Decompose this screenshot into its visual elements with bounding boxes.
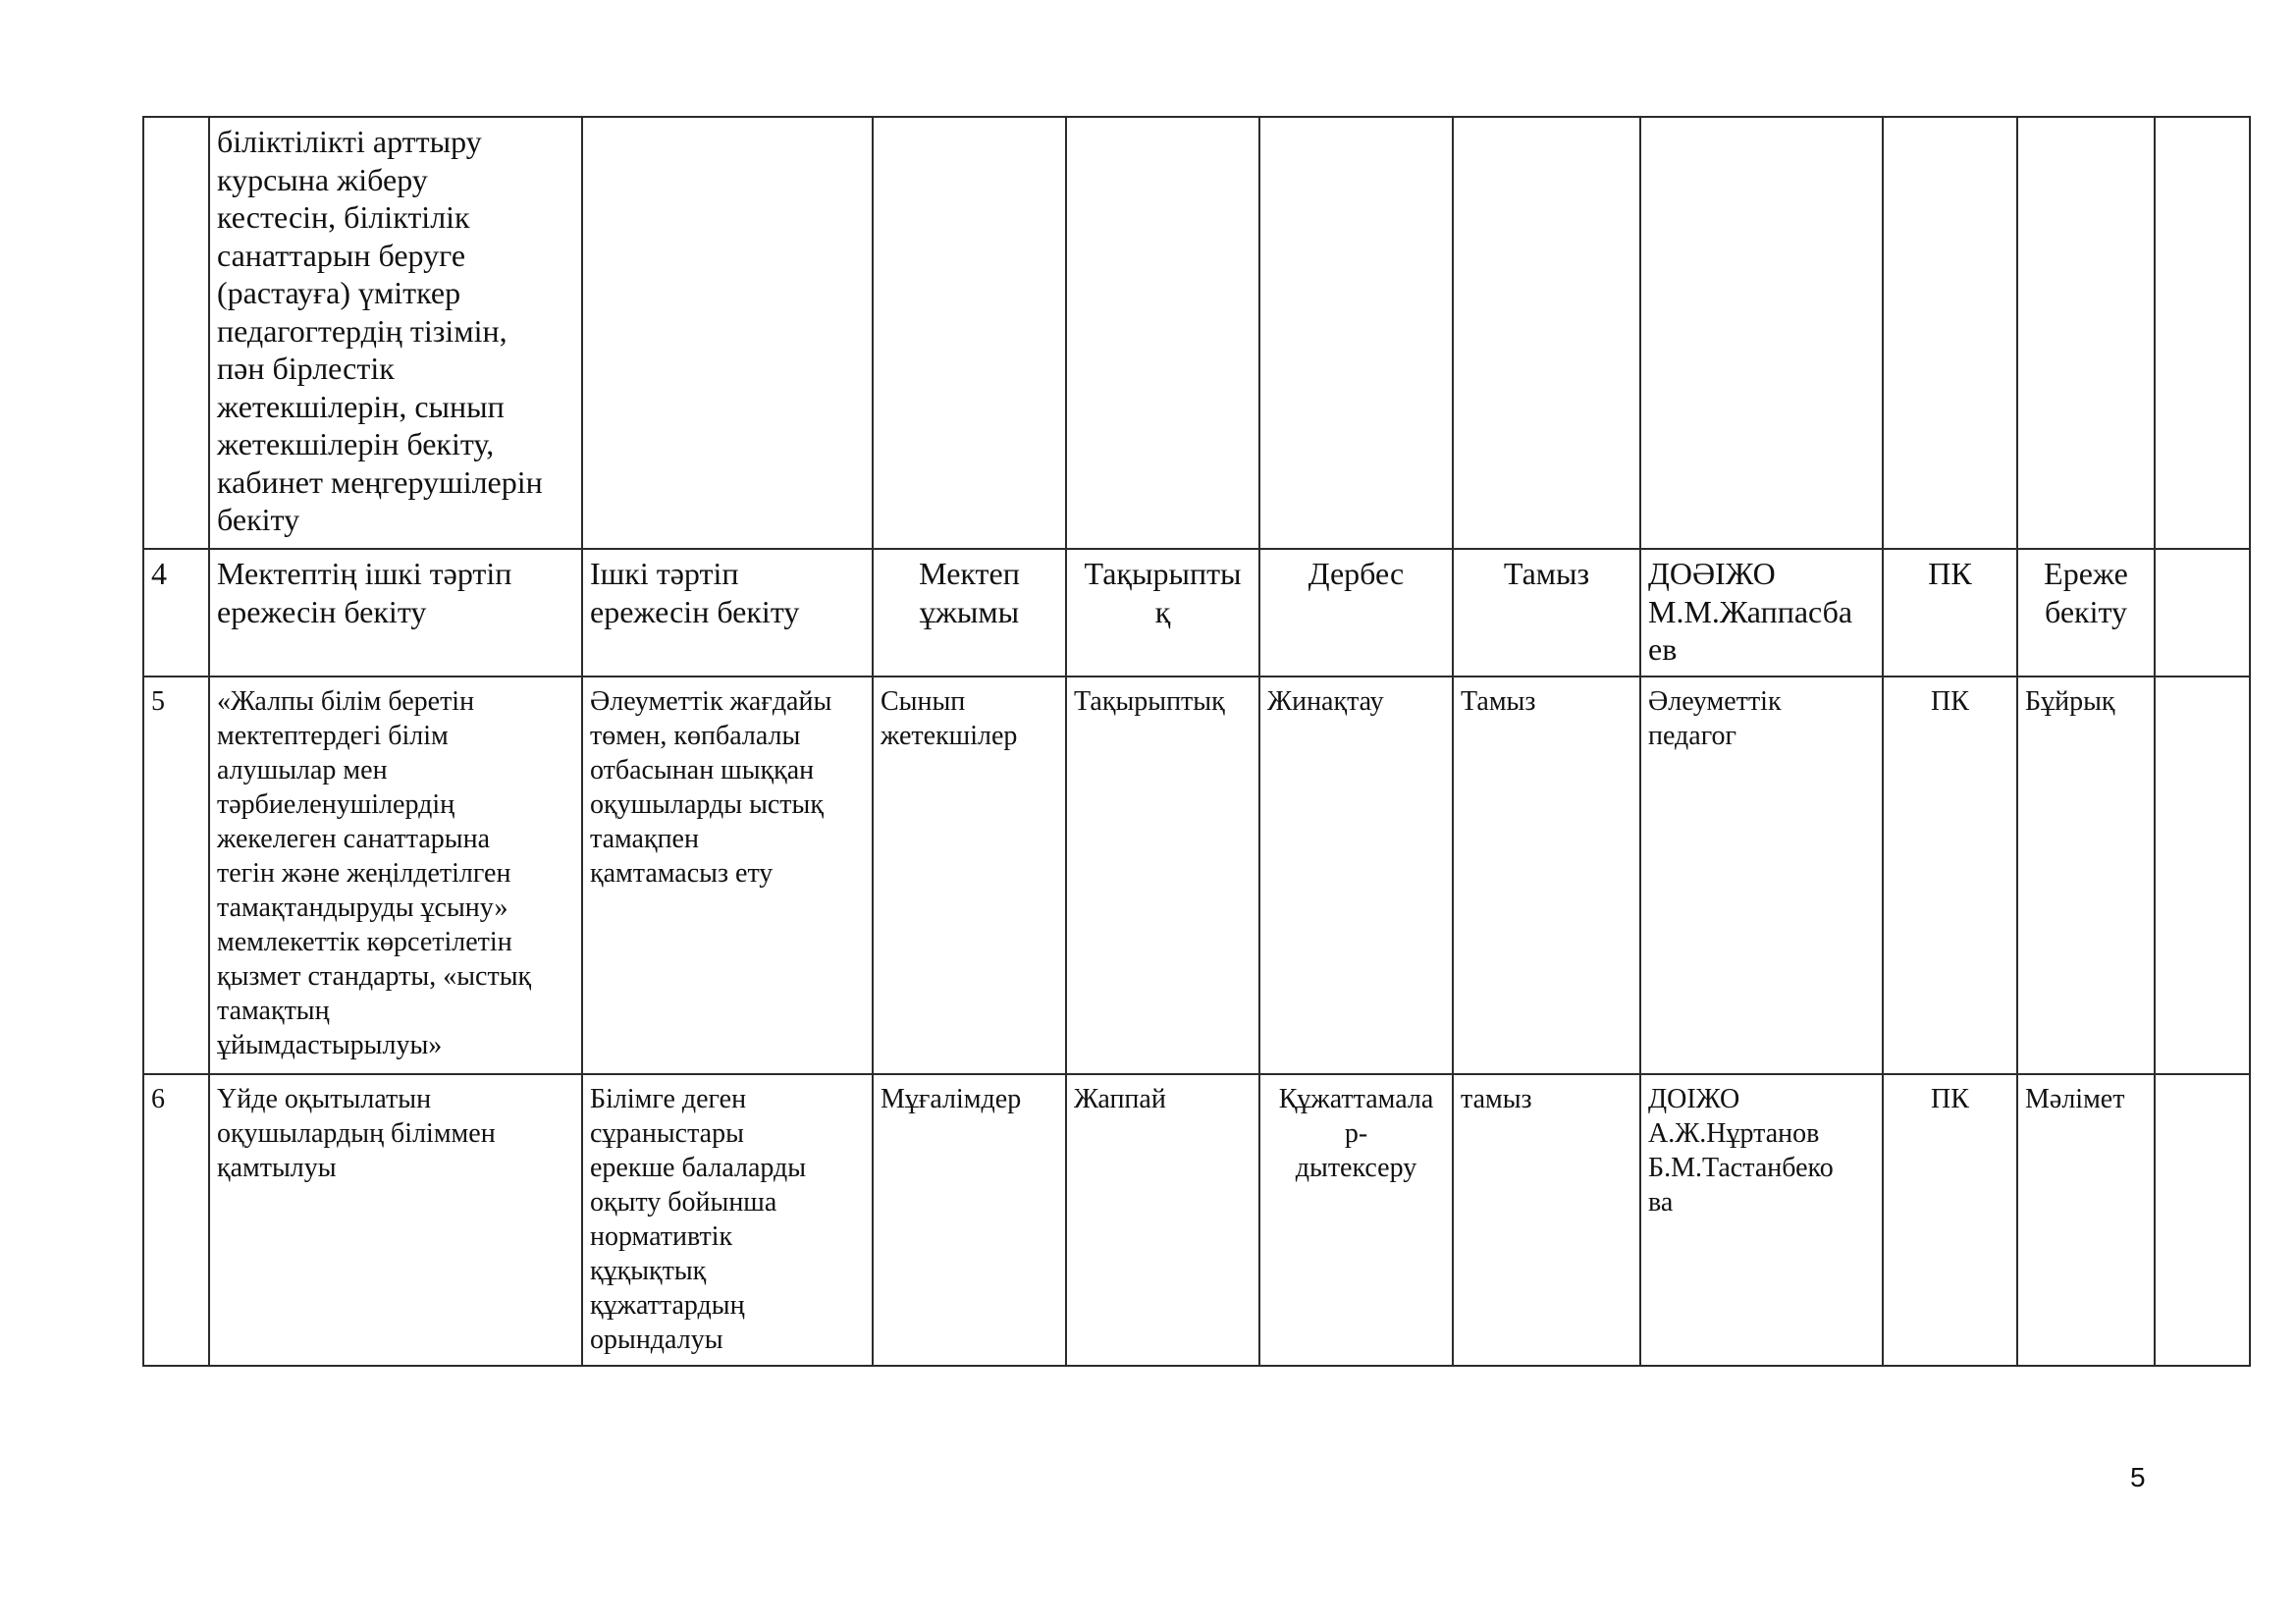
goal-text-line: ережесін бекіту	[590, 593, 800, 629]
responsible-text-line: М.М.Жаппасба	[1648, 593, 1853, 629]
event-text-line: мемлекеттік көрсетілетін	[217, 927, 512, 957]
goal-text-line: ерекше балаларды	[590, 1153, 807, 1183]
event-text-line: кестесін, біліктілік	[217, 199, 470, 235]
result-text-line: бекіту	[2044, 593, 2128, 629]
venue-text-line: ПК	[1931, 1084, 1969, 1114]
cell-event	[217, 1082, 574, 1185]
goal-text-line: оқушыларды ыстық	[590, 789, 824, 820]
cell-responsible	[1648, 555, 1875, 669]
cell-row-number	[151, 555, 201, 593]
table-column-border	[1639, 116, 1641, 1367]
cell-object	[881, 555, 1058, 630]
date-text-line: Тамыз	[1503, 556, 1590, 591]
cell-control-method	[1267, 1082, 1445, 1185]
responsible-text-line: педагог	[1648, 721, 1736, 751]
cell-control-type	[1074, 1082, 1252, 1116]
row-number-text: 5	[151, 686, 165, 717]
responsible-text-line: А.Ж.Нұртанов	[1648, 1118, 1820, 1149]
table-row-border	[142, 116, 2251, 118]
table-column-border	[2249, 116, 2251, 1367]
table-column-border	[2154, 116, 2156, 1367]
table-column-border	[208, 116, 210, 1367]
goal-text-line: Білімге деген	[590, 1084, 747, 1114]
venue-text-line: ПК	[1928, 556, 1972, 591]
table-column-border	[1065, 116, 1067, 1367]
goal-text-line: оқыту бойынша	[590, 1187, 777, 1218]
table-column-border	[142, 116, 144, 1367]
page-number: 5	[2130, 1462, 2146, 1492]
responsible-text-line: ДОӘІЖО	[1648, 556, 1776, 591]
event-text-line: тәрбиеленушілердің	[217, 789, 455, 820]
table-column-border	[1258, 116, 1260, 1367]
date-text-line: тамыз	[1461, 1084, 1532, 1114]
event-text-line: жетекшілерін бекіту,	[217, 426, 495, 461]
goal-text-line: орындалуы	[590, 1325, 723, 1355]
responsible-text-line: Б.М.Тастанбеко	[1648, 1153, 1834, 1183]
event-text-line: пән бірлестік	[217, 351, 395, 386]
cell-responsible	[1648, 1082, 1875, 1219]
control-method-text-line: Жинақтау	[1267, 686, 1384, 717]
event-text-line: тамақтандыруды ұсыну»	[217, 893, 508, 923]
cell-result	[2025, 555, 2147, 630]
event-text-line: алушылар мен	[217, 755, 388, 785]
goal-text-line: төмен, көпбалалы	[590, 721, 801, 751]
cell-row-number	[151, 1082, 201, 1116]
goal-text-line: отбасынан шыққан	[590, 755, 815, 785]
cell-control-type	[1074, 684, 1252, 719]
control-type-text-line: Тақырыптық	[1074, 686, 1225, 717]
event-text-line: «Жалпы білім беретін	[217, 686, 475, 717]
event-text-line: жетекшілерін, сынып	[217, 388, 505, 424]
event-text-line: қамтылуы	[217, 1153, 337, 1183]
event-text-line: тамақтың	[217, 996, 330, 1026]
object-text-line: Мектеп	[919, 556, 1020, 591]
venue-text-line: ПК	[1931, 686, 1969, 717]
event-text-line: жекелеген санаттарына	[217, 824, 491, 854]
goal-text-line: Әлеуметтік жағдайы	[590, 686, 832, 717]
responsible-text-line: ва	[1648, 1187, 1674, 1218]
cell-row-number	[151, 684, 201, 719]
event-text-line: Үйде оқытылатын	[217, 1084, 432, 1114]
control-method-text-line: Құжаттамала	[1278, 1084, 1434, 1114]
event-text-line: ережесін бекіту	[217, 593, 427, 629]
table-column-border	[581, 116, 583, 1367]
cell-goal	[590, 684, 865, 891]
control-method-text-line: р-	[1344, 1118, 1368, 1149]
cell-venue	[1891, 555, 2009, 593]
table-row-border	[142, 676, 2251, 677]
responsible-text-line: ДОІЖО	[1648, 1084, 1740, 1114]
table-row-border	[142, 1365, 2251, 1367]
cell-date	[1461, 1082, 1632, 1116]
event-text-line: оқушылардың біліммен	[217, 1118, 496, 1149]
cell-event	[217, 555, 574, 630]
object-text-line: ұжымы	[919, 593, 1020, 629]
row-number-text: 6	[151, 1084, 165, 1114]
event-text-line: санаттарын беруге	[217, 237, 466, 273]
cell-date	[1461, 555, 1632, 593]
object-text-line: жетекшілер	[881, 721, 1018, 751]
responsible-text-line: Әлеуметтік	[1648, 686, 1782, 717]
event-text-line: кабинет меңгерушілерін	[217, 463, 543, 500]
control-method-text-line: Дербес	[1308, 556, 1405, 591]
object-text-line: Мұғалімдер	[881, 1084, 1022, 1114]
goal-text-line: қамтамасыз ету	[590, 858, 774, 889]
cell-venue	[1891, 684, 2009, 719]
cell-date	[1461, 684, 1632, 719]
cell-event	[217, 684, 574, 1062]
cell-control-method	[1267, 555, 1445, 593]
result-text-line: Мәлімет	[2025, 1084, 2125, 1114]
responsible-text-line: ев	[1648, 631, 1678, 667]
result-text-line: Бұйрық	[2025, 686, 2115, 717]
cell-object	[881, 1082, 1058, 1116]
cell-venue	[1891, 1082, 2009, 1116]
event-text-line: қызмет стандарты, «ыстық	[217, 961, 532, 992]
event-text-line: тегін және жеңілдетілген	[217, 858, 511, 889]
table-column-border	[872, 116, 874, 1367]
table-column-border	[2016, 116, 2018, 1367]
event-text-line: мектептердегі білім	[217, 721, 449, 751]
cell-result	[2025, 1082, 2147, 1116]
event-text-line: бекіту	[217, 502, 300, 537]
cell-goal	[590, 1082, 865, 1357]
cell-event	[217, 123, 574, 539]
event-text-line: (растауға) үміткер	[217, 275, 461, 310]
event-text-line: курсына жіберу	[217, 161, 428, 197]
table-column-border	[1882, 116, 1884, 1367]
cell-object	[881, 684, 1058, 753]
cell-goal	[590, 555, 865, 630]
cell-control-method	[1267, 684, 1445, 719]
goal-text-line: тамақпен	[590, 824, 699, 854]
goal-text-line: құқықтық	[590, 1256, 707, 1286]
date-text-line: Тамыз	[1461, 686, 1536, 717]
table-row-border	[142, 548, 2251, 550]
table-row-border	[142, 1073, 2251, 1075]
event-text-line: педагогтердің тізімін,	[217, 312, 507, 349]
row-number-text: 4	[151, 556, 167, 591]
goal-text-line: Ішкі тәртіп	[590, 556, 739, 591]
cell-result	[2025, 684, 2147, 719]
goal-text-line: сұраныстары	[590, 1118, 744, 1149]
event-text-line: ұйымдастырылуы»	[217, 1030, 443, 1060]
goal-text-line: нормативтік	[590, 1221, 733, 1252]
control-method-text-line: дытексеру	[1295, 1153, 1417, 1183]
control-type-text-line: қ	[1154, 593, 1171, 629]
table-column-border	[1452, 116, 1454, 1367]
result-text-line: Ереже	[2044, 556, 2128, 591]
control-type-text-line: Тақырыпты	[1084, 556, 1242, 591]
control-type-text-line: Жаппай	[1074, 1084, 1166, 1114]
cell-responsible	[1648, 684, 1875, 753]
cell-control-type	[1074, 555, 1252, 630]
event-text-line: Мектептің ішкі тәртіп	[217, 556, 512, 591]
object-text-line: Сынып	[881, 686, 966, 717]
event-text-line: біліктілікті арттыру	[217, 124, 482, 159]
goal-text-line: құжаттардың	[590, 1290, 745, 1321]
